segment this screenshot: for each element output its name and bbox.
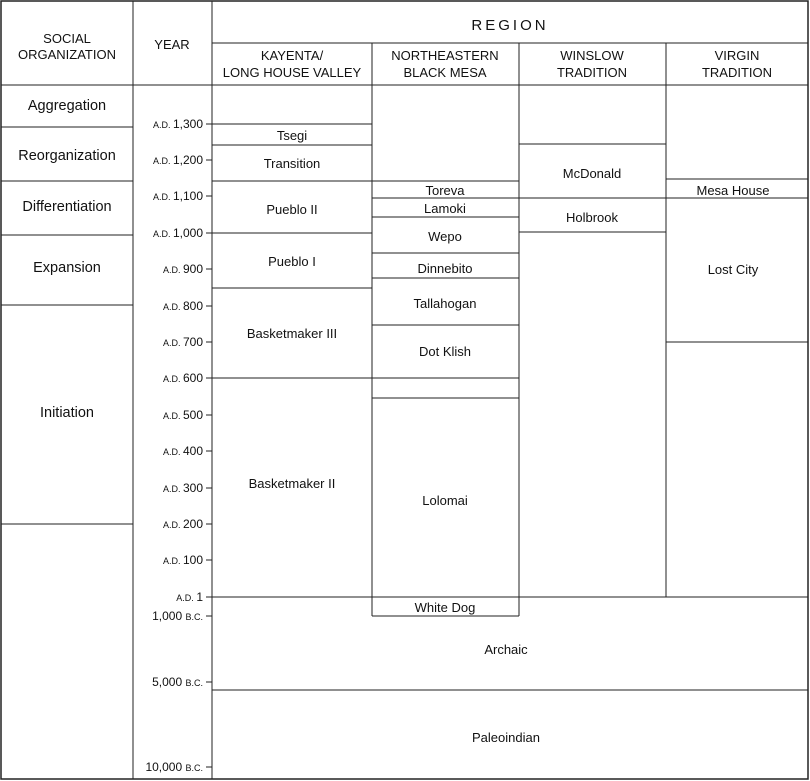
year-tick-label: A.D. 600: [162, 371, 203, 385]
phase-dot-klish: Dot Klish: [418, 344, 472, 359]
column-virgin-line-2: TRADITION: [701, 65, 773, 80]
stage-differentiation: Differentiation: [22, 199, 112, 215]
header-social-line-2: ORGANIZATION: [18, 47, 116, 62]
phase-basketmaker-ii: Basketmaker II: [248, 476, 336, 491]
year-tick-label: 10,000 B.C.: [145, 760, 203, 774]
phase-dinnebito: Dinnebito: [417, 261, 473, 276]
chart-grid-lines: [1, 1, 808, 779]
column-blackmesa-line-1: NORTHEASTERN: [391, 48, 499, 63]
year-tick-label: 5,000 B.C.: [152, 675, 203, 689]
year-tick-label: A.D. 1,000: [152, 226, 203, 240]
phase-holbrook: Holbrook: [565, 210, 619, 225]
chart-frame: [1, 1, 808, 779]
phase-basketmaker-iii: Basketmaker III: [246, 326, 338, 341]
year-tick-label: A.D. 300: [162, 481, 203, 495]
phase-pueblo-ii: Pueblo II: [266, 202, 318, 217]
chart-header: [18, 17, 772, 80]
year-tick-label: A.D. 400: [162, 444, 203, 458]
phase-mcdonald: McDonald: [562, 166, 622, 181]
winslow-phases: [563, 166, 622, 225]
year-tick-label: 1,000 B.C.: [152, 609, 203, 623]
column-kayenta-line-2: LONG HOUSE VALLEY: [222, 65, 362, 80]
year-tick-label: A.D. 100: [162, 553, 203, 567]
year-axis: [145, 117, 212, 774]
stage-expansion: Expansion: [33, 260, 101, 276]
year-tick-label: A.D. 500: [162, 408, 203, 422]
kayenta-phases: [247, 128, 337, 491]
year-tick-label: A.D. 1,300: [152, 117, 203, 131]
year-tick-label: A.D. 900: [162, 262, 203, 276]
year-tick-label: A.D. 200: [162, 517, 203, 531]
phase-wepo: Wepo: [428, 229, 462, 244]
year-tick-label: A.D. 800: [162, 299, 203, 313]
header-social-line-1: SOCIAL: [43, 31, 91, 46]
phase-white-dog: White Dog: [414, 600, 476, 615]
year-tick-label: A.D. 1: [176, 590, 203, 604]
phase-archaic: Archaic: [484, 642, 528, 657]
year-tick-label: A.D. 1,100: [152, 189, 203, 203]
phase-tallahogan: Tallahogan: [413, 296, 477, 311]
column-virgin-line-1: VIRGIN: [714, 48, 760, 63]
year-tick-label: A.D. 700: [162, 335, 203, 349]
stage-aggregation: Aggregation: [27, 98, 107, 114]
phase-tsegi: Tsegi: [276, 128, 308, 143]
phase-toreva: Toreva: [425, 183, 465, 198]
header-year: YEAR: [154, 37, 190, 52]
phase-lost-city: Lost City: [707, 262, 759, 277]
phase-lamoki: Lamoki: [424, 201, 466, 216]
year-tick-label: A.D. 1,200: [152, 153, 203, 167]
stage-initiation: Initiation: [39, 405, 95, 421]
phase-lolomai: Lolomai: [422, 493, 468, 508]
header-region: REGION: [471, 17, 549, 34]
blackmesa-phases: [414, 183, 477, 615]
column-kayenta-line-1: KAYENTA/: [260, 48, 324, 63]
virgin-phases: [697, 183, 770, 277]
social-stages: [18, 98, 116, 421]
shared-phases: [472, 642, 540, 745]
column-blackmesa-line-2: BLACK MESA: [403, 65, 487, 80]
phase-paleoindian: Paleoindian: [472, 730, 540, 745]
stage-reorganization: Reorganization: [18, 148, 116, 164]
column-winslow-line-1: WINSLOW: [560, 48, 624, 63]
phase-mesa-house: Mesa House: [696, 183, 770, 198]
phase-pueblo-i: Pueblo I: [268, 254, 316, 269]
column-winslow-line-2: TRADITION: [556, 65, 628, 80]
phase-transition: Transition: [263, 156, 321, 171]
